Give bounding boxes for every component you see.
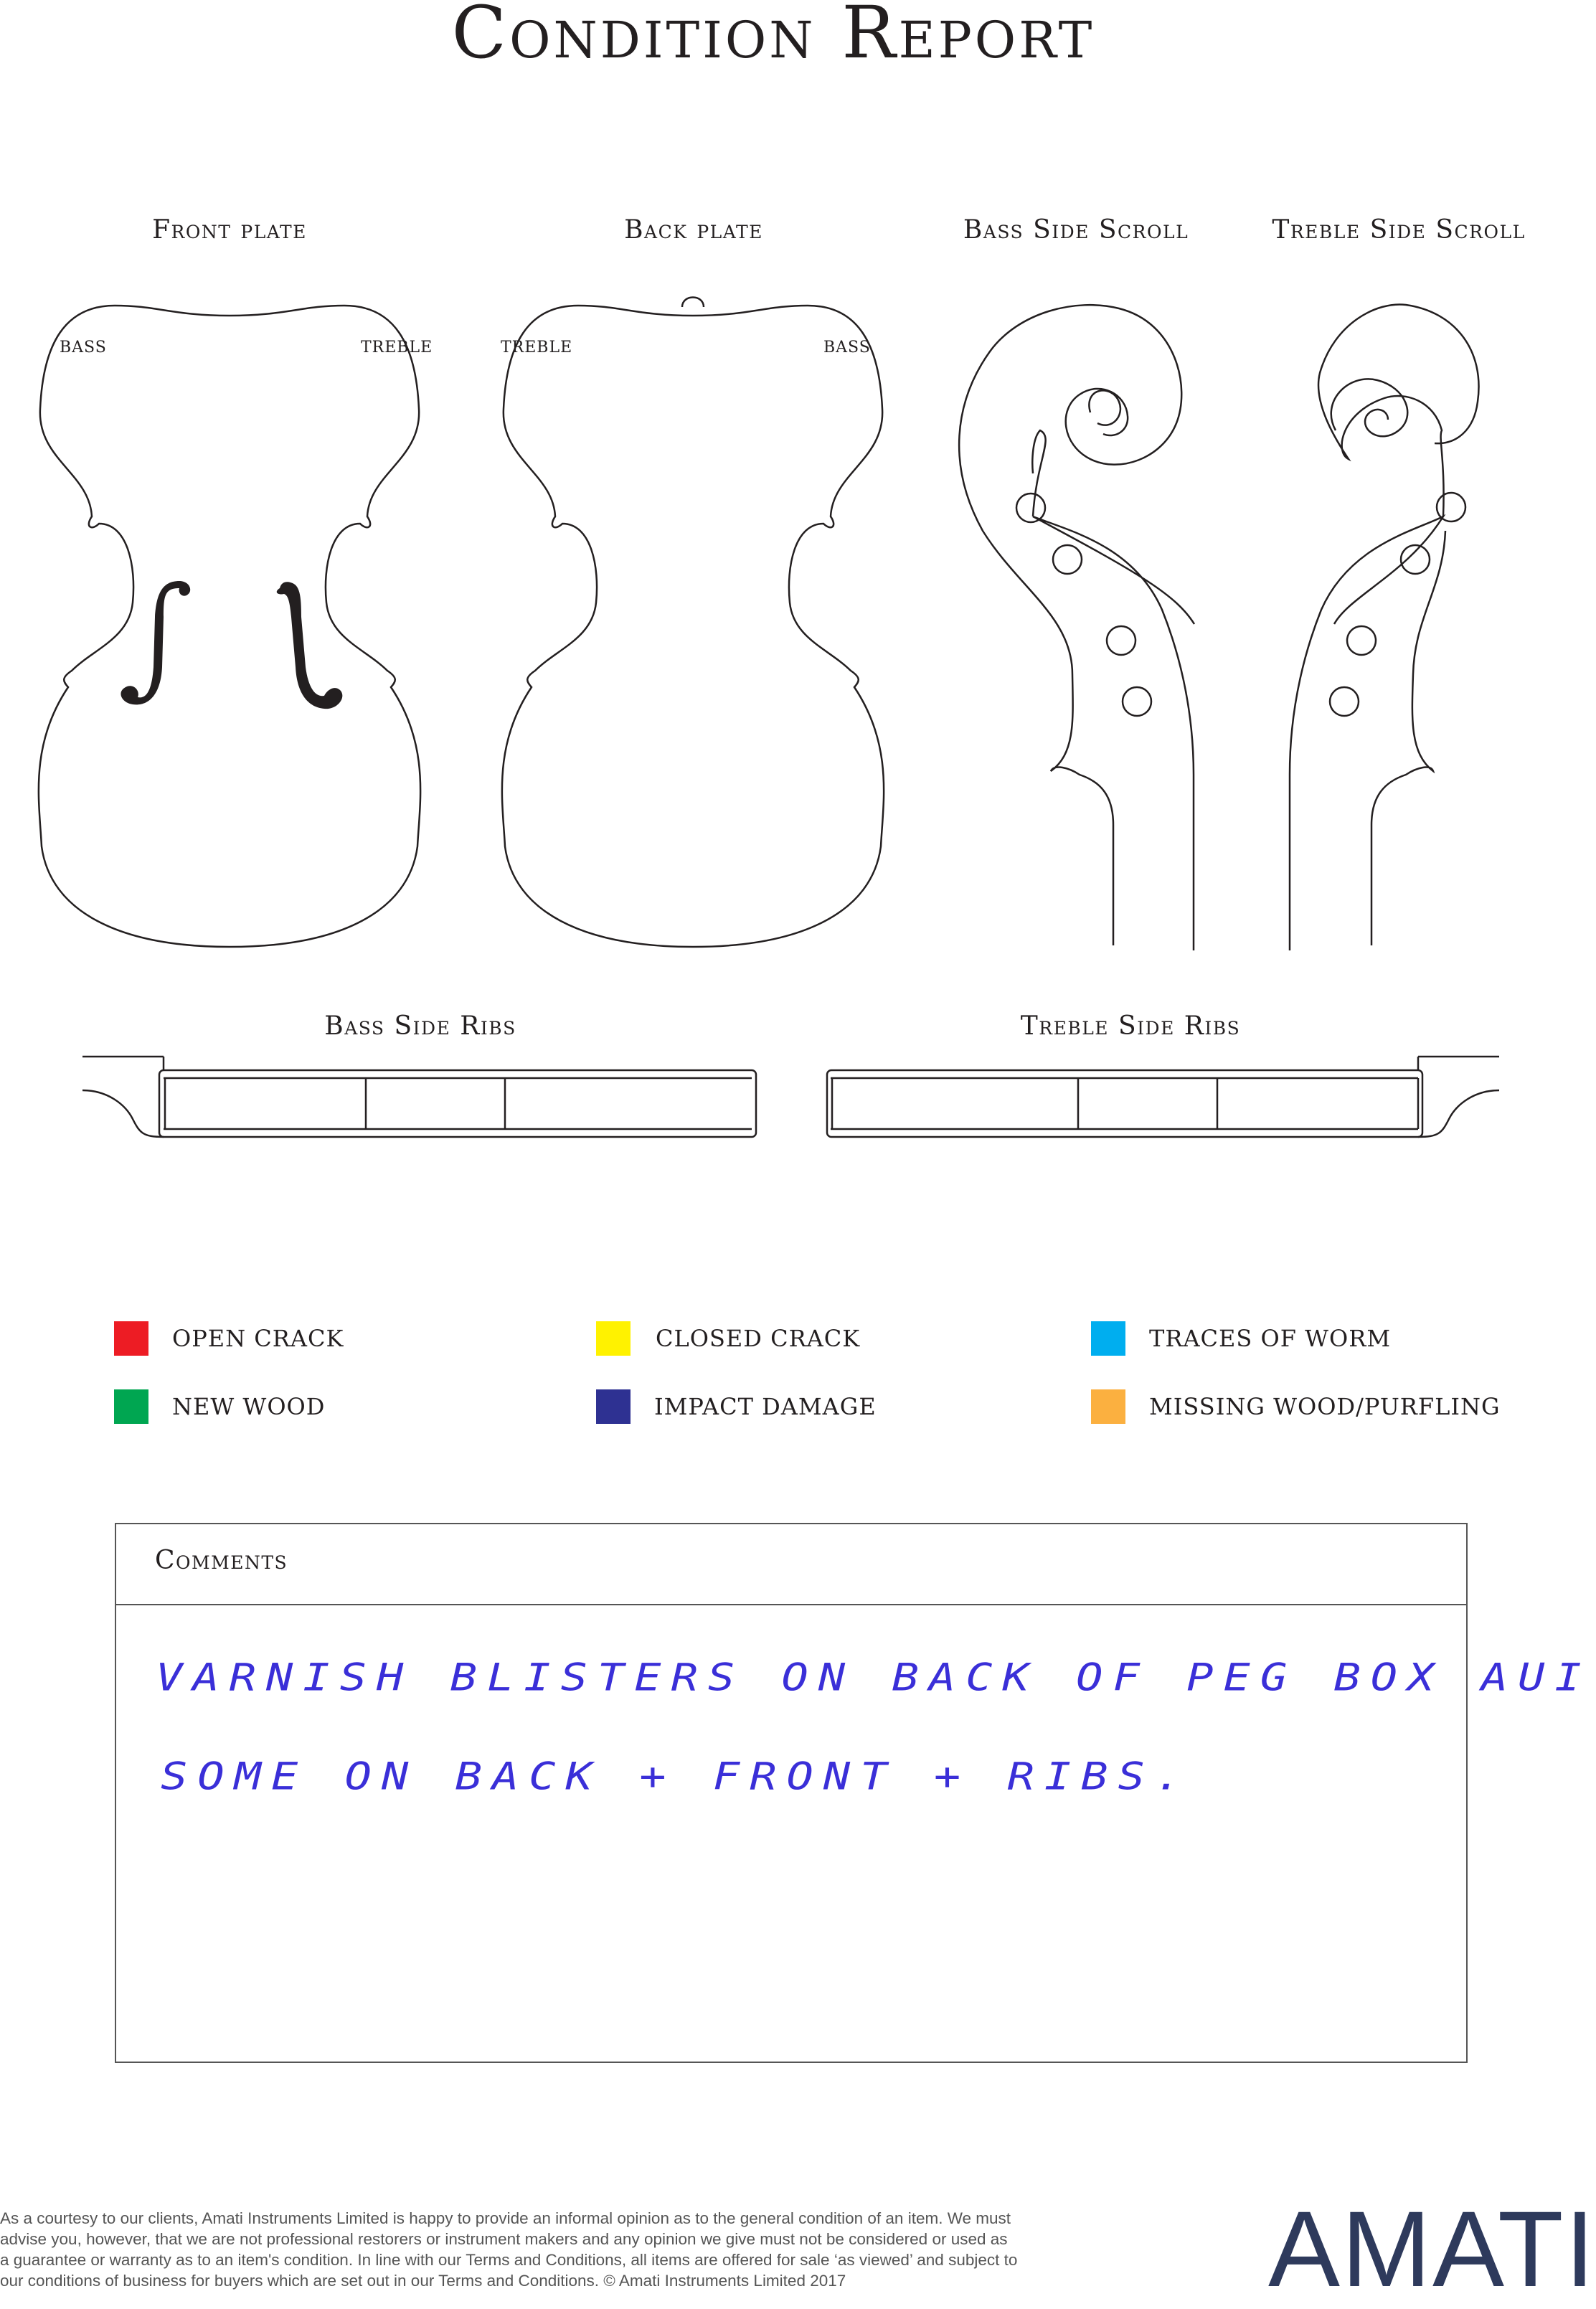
front-plate-label: Front plate — [152, 215, 307, 245]
back-plate-bass-label: BASS — [823, 339, 871, 356]
legend-swatch-missing-wood — [1091, 1389, 1125, 1424]
instrument-diagram — [0, 0, 1547, 1162]
front-plate-outline — [39, 306, 420, 947]
comment-line-1: VARNISH BLISTERS ON BACK OF PEG BOX AUI — [156, 1655, 1592, 1700]
front-plate-treble-label: TREBLE — [361, 339, 433, 356]
bass-side-scroll-label: Bass Side Scroll — [963, 215, 1189, 245]
legend-label-traces-of-worm: TRACES OF WORM — [1149, 1325, 1392, 1352]
amati-logo: AMATI — [1268, 2188, 1596, 2309]
page-title: Condition Report — [451, 0, 1095, 75]
treble-side-scroll-label: Treble Side Scroll — [1272, 215, 1526, 245]
bass-side-scroll-outline — [959, 305, 1194, 950]
front-plate-bass-label: BASS — [60, 339, 107, 356]
legend-label-open-crack: OPEN CRACK — [172, 1325, 344, 1352]
back-plate-treble-label: TREBLE — [501, 339, 573, 356]
legend-swatch-new-wood — [114, 1389, 148, 1424]
bass-side-ribs-label: Bass Side Ribs — [324, 1011, 516, 1041]
legend-label-new-wood: NEW WOOD — [172, 1393, 326, 1420]
disclaimer-line-2: advise you, however, that we are not professional restorers or instrument makers and any opinion we give must not be considered or used as — [0, 2230, 1008, 2248]
legend-swatch-traces-of-worm — [1091, 1321, 1125, 1356]
disclaimer-line-4: our conditions of business for buyers which are set out in our Terms and Conditions. © Amati Instruments Limited 2017 — [0, 2272, 846, 2290]
legend-swatch-closed-crack — [596, 1321, 631, 1356]
treble-side-ribs-outline — [827, 1057, 1499, 1137]
legend-label-impact-damage: IMPACT DAMAGE — [654, 1393, 877, 1420]
treble-side-ribs-label: Treble Side Ribs — [1020, 1011, 1241, 1041]
legend-label-missing-wood: MISSING WOOD/PURFLING — [1149, 1393, 1501, 1420]
bass-side-ribs-outline — [82, 1057, 756, 1137]
comments-header — [116, 1524, 1466, 1605]
legend-swatch-impact-damage — [596, 1389, 631, 1424]
f-hole-right — [277, 582, 343, 709]
legend-label-closed-crack: CLOSED CRACK — [656, 1325, 861, 1352]
treble-side-scroll-outline — [1290, 304, 1479, 950]
f-hole-left — [121, 581, 190, 704]
disclaimer — [0, 2208, 1148, 2291]
disclaimer-line-3: a guarantee or warranty as to an item's condition. In line with our Terms and Conditions, all items are offered for sale ‘as viewed’ and subject to — [0, 2251, 1018, 2269]
back-plate-outline — [502, 298, 884, 948]
comments-box — [115, 1523, 1592, 2063]
disclaimer-line-1: As a courtesy to our clients, Amati Instruments Limited is happy to provide an informal opinion as to the general condition of an item. We must — [0, 2209, 1011, 2227]
legend-swatch-open-crack — [114, 1321, 148, 1356]
back-plate-label: Back plate — [624, 215, 763, 245]
comments-title: Comments — [155, 1546, 288, 1575]
comment-line-2: SOME ON BACK + FRONT + RIBS. — [161, 1754, 1192, 1799]
